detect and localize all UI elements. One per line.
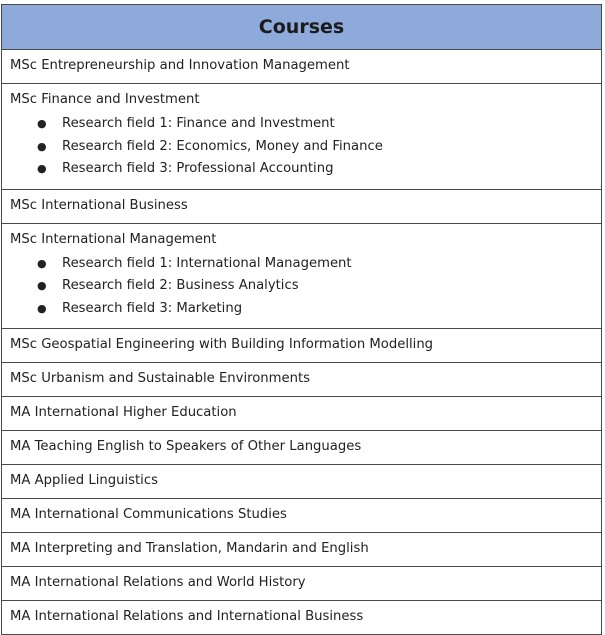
- course-cell: [2, 223, 602, 329]
- course-cell: [2, 329, 602, 363]
- list-item: [10, 158, 601, 181]
- research-field-label: Research field 2: Economics, Money and Finance: [62, 138, 383, 154]
- course-name: MA International Relations and International Business: [10, 609, 364, 624]
- list-item: [10, 113, 601, 136]
- table-row: [2, 601, 602, 635]
- course-name: MA International Higher Education: [10, 405, 237, 420]
- course-name: MSc International Business: [10, 197, 188, 213]
- table-row: [2, 567, 602, 601]
- research-field-label: Research field 1: Finance and Investment: [62, 116, 335, 131]
- course-name: MSc Entrepreneurship and Innovation Management: [10, 58, 350, 73]
- course-cell: [2, 431, 602, 465]
- course-cell: [2, 465, 602, 499]
- list-item: [10, 253, 601, 276]
- table-row: [2, 397, 602, 431]
- research-field-label: Research field 1: International Management: [62, 255, 352, 271]
- course-name: MSc International Management: [10, 231, 217, 247]
- header-row: [2, 5, 602, 50]
- course-name: MA Teaching English to Speakers of Other Languages: [10, 439, 362, 454]
- table-row: [2, 329, 602, 363]
- bullet-icon: ●: [37, 301, 47, 315]
- table-row: [2, 431, 602, 465]
- course-cell: [2, 50, 602, 84]
- bullet-icon: ●: [37, 162, 47, 175]
- course-cell: [2, 363, 602, 397]
- table-row: [2, 533, 602, 567]
- table-row: [2, 50, 602, 84]
- table-row: [2, 223, 602, 329]
- course-cell: [2, 601, 602, 635]
- course-name: MA International Relations and World History: [10, 575, 306, 590]
- courses-table: [1, 4, 602, 635]
- research-field-label: Research field 3: Marketing: [62, 300, 243, 316]
- research-field-list: [10, 253, 601, 321]
- bullet-icon: ●: [37, 139, 47, 153]
- table-row: [2, 499, 602, 533]
- course-name: MA International Communications Studies: [10, 507, 287, 522]
- course-cell: [2, 189, 602, 223]
- course-name: MA Interpreting and Translation, Mandarin and English: [10, 541, 369, 556]
- course-cell: [2, 567, 602, 601]
- course-cell: [2, 84, 602, 190]
- list-item: [10, 136, 601, 159]
- research-field-label: Research field 2: Business Analytics: [62, 278, 299, 293]
- course-name: MSc Urbanism and Sustainable Environments: [10, 371, 311, 386]
- list-item: [10, 275, 601, 298]
- research-field-list: [10, 113, 601, 181]
- course-list: [2, 50, 602, 635]
- course-name: MSc Finance and Investment: [10, 92, 200, 107]
- table-row: [2, 84, 602, 190]
- course-name: MA Applied Linguistics: [10, 473, 158, 488]
- research-field-label: Research field 3: Professional Accounting: [62, 161, 334, 176]
- list-item: [10, 298, 601, 321]
- course-cell: [2, 533, 602, 567]
- course-cell: [2, 499, 602, 533]
- table-title: Courses: [2, 5, 602, 50]
- table-row: [2, 189, 602, 223]
- bullet-icon: ●: [37, 256, 47, 270]
- course-cell: [2, 397, 602, 431]
- table-row: [2, 363, 602, 397]
- table-row: [2, 465, 602, 499]
- course-name: MSc Geospatial Engineering with Building Information Modelling: [10, 337, 434, 352]
- bullet-icon: ●: [37, 117, 47, 130]
- bullet-icon: ●: [37, 279, 47, 292]
